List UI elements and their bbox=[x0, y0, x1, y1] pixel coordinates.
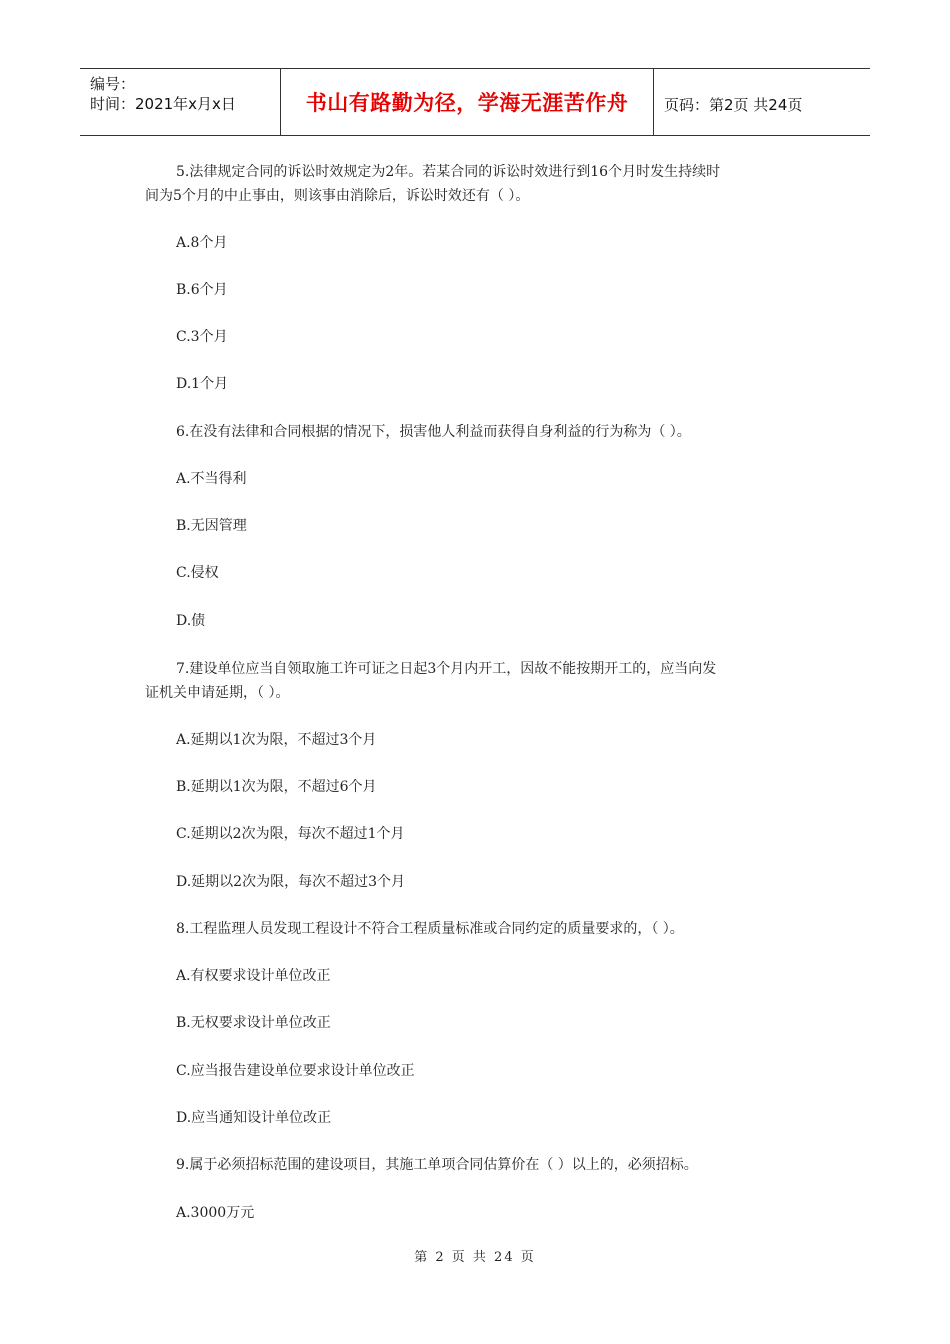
question-8-option-b: B.无权要求设计单位改正 bbox=[176, 1015, 331, 1031]
question-9-stem: 9.属于必须招标范围的建设项目，其施工单项合同估算价在（ ）以上的，必须招标。 bbox=[176, 1157, 698, 1173]
document-date-label: 时间：2021年x月x日 bbox=[90, 95, 236, 113]
page-footer: 第 2 页 共 24 页 bbox=[414, 1250, 536, 1265]
question-9-option-a: A.3000万元 bbox=[176, 1205, 255, 1221]
question-8-option-c: C.应当报告建设单位要求设计单位改正 bbox=[176, 1063, 415, 1079]
question-7-option-c: C.延期以2次为限，每次不超过1个月 bbox=[176, 826, 405, 842]
question-8-option-a: A.有权要求设计单位改正 bbox=[176, 968, 331, 984]
question-8-option-d: D.应当通知设计单位改正 bbox=[176, 1110, 332, 1126]
header-meta-cell bbox=[80, 69, 281, 135]
question-8-stem: 8.工程监理人员发现工程设计不符合工程质量标准或合同约定的质量要求的，（ ）。 bbox=[176, 921, 684, 937]
question-7-option-d: D.延期以2次为限，每次不超过3个月 bbox=[176, 874, 405, 890]
header-motto: 书山有路勤为径，学海无涯苦作舟 bbox=[281, 69, 654, 135]
question-6-option-a: A.不当得利 bbox=[176, 471, 247, 487]
question-7-option-b: B.延期以1次为限，不超过6个月 bbox=[176, 779, 377, 795]
question-5-option-c: C.3个月 bbox=[176, 329, 228, 345]
question-5-option-b: B.6个月 bbox=[176, 282, 228, 298]
question-7-stem-line-1: 7.建设单位应当自领取施工许可证之日起3个月内开工，因故不能按期开工的，应当向发 bbox=[176, 661, 717, 677]
question-6-stem: 6.在没有法律和合同根据的情况下，损害他人利益而获得自身利益的行为称为（ ）。 bbox=[176, 424, 691, 440]
page-header bbox=[80, 68, 870, 136]
question-7-stem-line-2: 证机关申请延期，（ ）。 bbox=[145, 685, 290, 701]
header-page-cell bbox=[654, 69, 870, 135]
question-5-option-a: A.8个月 bbox=[176, 235, 228, 251]
question-6-option-b: B.无因管理 bbox=[176, 518, 247, 534]
question-5-stem-line-1: 5.法律规定合同的诉讼时效规定为2年。若某合同的诉讼时效进行到16个月时发生持续时 bbox=[176, 164, 721, 180]
header-page-number: 页码：第2页 共24页 bbox=[664, 96, 803, 114]
question-5-option-d: D.1个月 bbox=[176, 376, 229, 392]
question-5-stem-line-2: 间为5个月的中止事由，则该事由消除后，诉讼时效还有（ ）。 bbox=[145, 188, 530, 204]
document-number-label: 编号： bbox=[90, 75, 136, 93]
question-6-option-c: C.侵权 bbox=[176, 565, 219, 581]
question-6-option-d: D.债 bbox=[176, 613, 206, 629]
question-7-option-a: A.延期以1次为限，不超过3个月 bbox=[176, 732, 377, 748]
